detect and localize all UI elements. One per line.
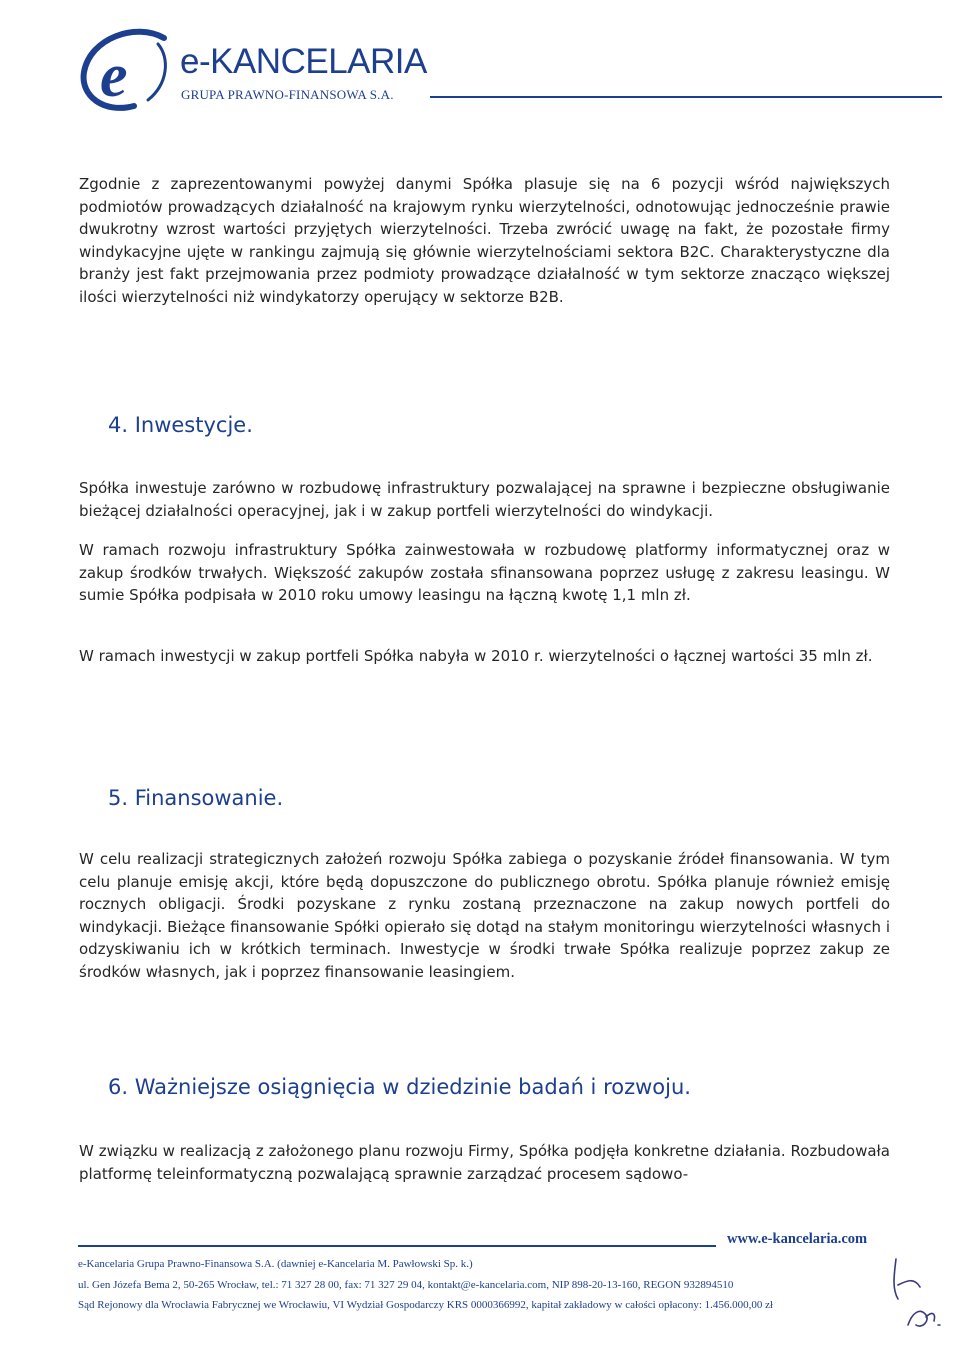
section-4-paragraph-1: Spółka inwestuje zarówno w rozbudowę infrastruktury pozwalającej na sprawne i bezpieczne obsługiwanie bieżącej działalności operacyjnej, jak i w zakup portfeli wierzytelności do windykacji. [79,479,890,520]
section-5-heading: 5. Finansowanie. [108,786,284,810]
section-6-paragraph-1: W związku w realizacją z założonego planu rozwoju Firmy, Spółka podjęła konkretne działania. Rozbudowała platformę teleinformatyczną pozwalającą sprawnie zarządzać procesem sądowo- [79,1142,890,1183]
handwritten-signature [886,1255,956,1335]
section-4-paragraph-3: W ramach inwestycji w zakup portfeli Spółka nabyła w 2010 r. wierzytelności o łącznej wartości 35 mln zł. [79,647,873,665]
brand-name: e-KANCELARIA [180,42,427,81]
footer-registry-line: Sąd Rejonowy dla Wrocławia Fabrycznej we Wrocławiu, VI Wydział Gospodarczy KRS 0000366992, kapitał zakładowy w całości opłacony: 1.456.000,00 zł [78,1299,774,1311]
intro-paragraph: Zgodnie z zaprezentowanymi powyżej danymi Spółka plasuje się na 6 pozycji wśród największych podmiotów prowadzących działalność na krajowym rynku wierzytelności, odnotowując jednocześnie prawie dwukrotny wzrost wartości przyjętych wierzytelności. Trzeba zwrócić uwagę na fakt, że pozostałe firmy windykacyjne ujęte w rankingu zajmują się głównie wierzytelnościami sektora B2C. Charakterystyczne dla branży jest fakt przejmowania przez podmioty prowadzące działalność w tym sektorze znacząco większej ilości wierzytelności niż windykatorzy operujący w sektorze B2B. [79,175,890,306]
footer-company-line: e-Kancelaria Grupa Prawno-Finansowa S.A. (dawniej e-Kancelaria M. Pawłowski Sp. k.) [78,1258,473,1270]
header-divider [430,96,942,98]
e-kancelaria-logo-icon [76,28,176,116]
svg-text:e: e [100,42,128,110]
footer-website-link[interactable]: www.e-kancelaria.com [727,1231,868,1247]
brand-subtitle: GRUPA PRAWNO-FINANSOWA S.A. [181,87,394,102]
section-4-paragraph-2: W ramach rozwoju infrastruktury Spółka zainwestowała w rozbudowę platformy informatycznej oraz w zakup środków trwałych. Większość zakupów została sfinansowana poprzez usługę z zakresu leasingu. W sumie Spółka podpisała w 2010 roku umowy leasingu na łączną kwotę 1,1 mln zł. [79,541,890,604]
section-6-heading: 6. Ważniejsze osiągnięcia w dziedzinie badań i rozwoju. [108,1075,691,1099]
footer-address-line: ul. Gen Józefa Bema 2, 50-265 Wrocław, tel.: 71 327 28 00, fax: 71 327 29 04, kontakt@e-kancelaria.com, NIP 898-20-13-160, REGON 932894510 [78,1279,734,1291]
section-4-heading: 4. Inwestycje. [108,413,253,437]
section-5-paragraph-1: W celu realizacji strategicznych założeń rozwoju Spółka zabiega o pozyskanie źródeł finansowania. W tym celu planuje emisję akcji, które będą dopuszczone do publicznego obrotu. Spółka planuje również emisję rocznych obligacji. Środki pozyskane z rynku zostaną przeznaczone na zakup nowych portfeli do windykacji. Bieżące finansowanie Spółki opierało się dotąd na stałym monitoringu wierzytelności własnych i odzyskiwaniu ich w krótkich terminach. Inwestycje w środki trwałe Spółka realizuje poprzez zakup ze środków własnych, jak i poprzez finansowanie leasingiem. [79,850,890,981]
footer-divider [78,1245,716,1247]
